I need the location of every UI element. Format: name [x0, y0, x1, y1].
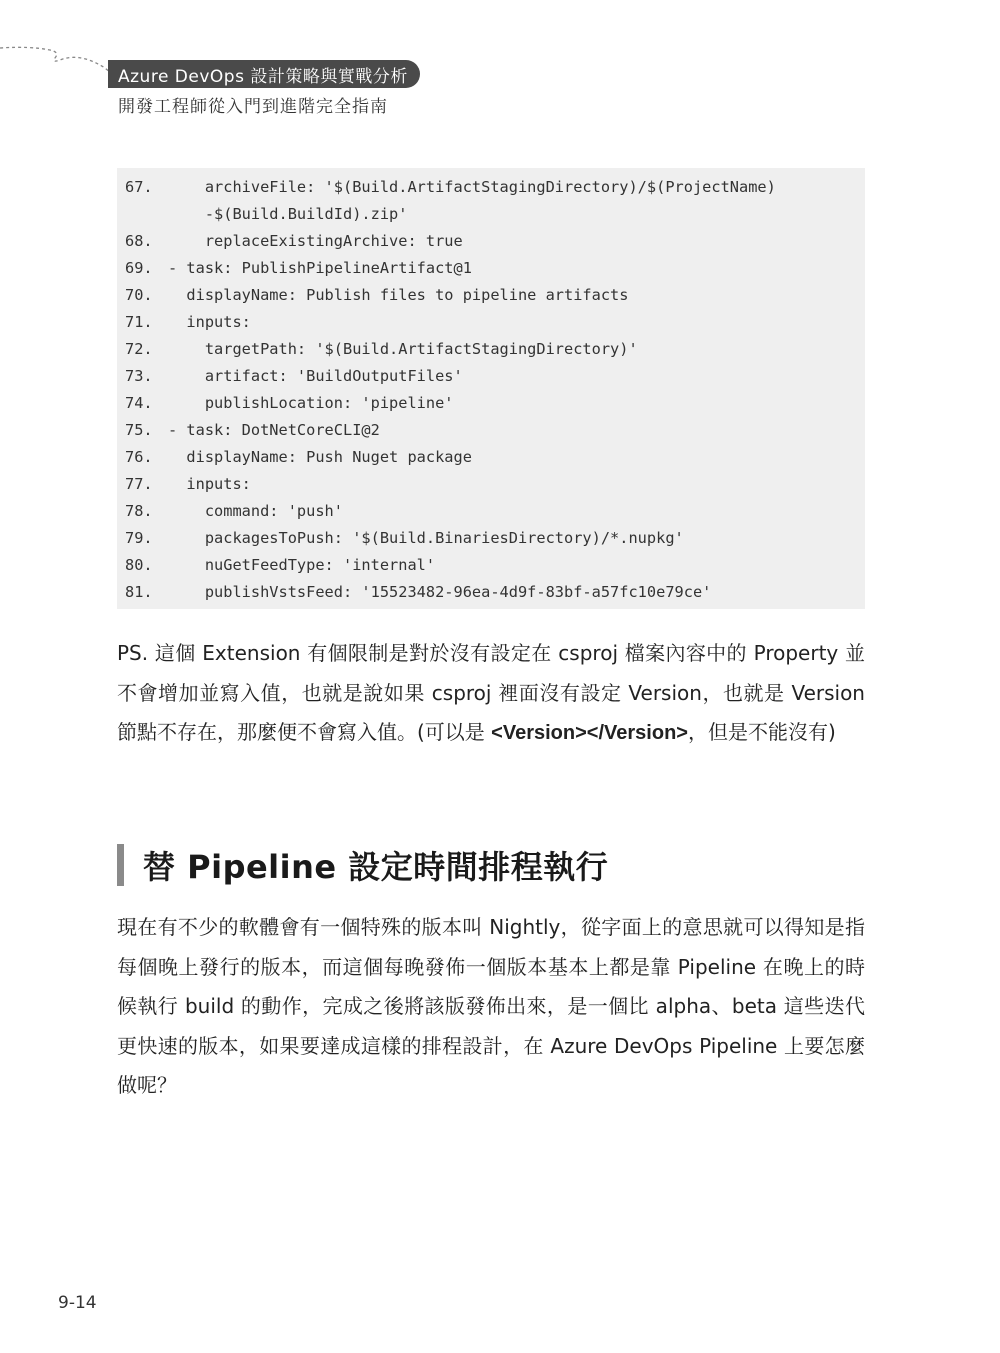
- code-line: [125, 498, 865, 525]
- code-line: [125, 552, 865, 579]
- note-text-after: ，但是不能沒有): [687, 720, 836, 744]
- code-line: [125, 525, 865, 552]
- code-line-number: 71.: [125, 313, 153, 331]
- code-line-text: replaceExistingArchive: true: [168, 232, 463, 250]
- code-line-number: 79.: [125, 529, 153, 547]
- code-line-number: 68.: [125, 232, 153, 250]
- code-line-number: 77.: [125, 475, 153, 493]
- code-line-text: - task: DotNetCoreCLI@2: [168, 421, 380, 439]
- code-listing: [117, 168, 865, 609]
- code-line-number: 75.: [125, 421, 153, 439]
- page-number: 9-14: [58, 1293, 97, 1313]
- code-line-text: publishVstsFeed: '15523482-96ea-4d9f-83bf-a57fc10e79ce': [168, 583, 712, 601]
- code-line-text: inputs:: [168, 313, 251, 331]
- code-line: [125, 336, 865, 363]
- code-line-text: archiveFile: '$(Build.ArtifactStagingDirectory)/$(ProjectName): [168, 178, 776, 196]
- code-line-number: 67.: [125, 178, 153, 196]
- code-line: [125, 201, 865, 228]
- section-title: 替 Pipeline 設定時間排程執行: [143, 848, 609, 886]
- book-title-banner: [108, 60, 420, 88]
- code-line-text: packagesToPush: '$(Build.BinariesDirectory)/*.nupkg': [168, 529, 684, 547]
- code-line-text: displayName: Publish files to pipeline artifacts: [168, 286, 629, 304]
- note-bold-code: <Version></Version>: [491, 722, 688, 744]
- code-line-text: inputs:: [168, 475, 251, 493]
- code-line-number: 72.: [125, 340, 153, 358]
- code-line: [125, 174, 865, 201]
- code-line-text: - task: PublishPipelineArtifact@1: [168, 259, 472, 277]
- code-line: [125, 417, 865, 444]
- code-line-text: displayName: Push Nuget package: [168, 448, 472, 466]
- code-line-text: nuGetFeedType: 'internal': [168, 556, 436, 574]
- code-line-number: 80.: [125, 556, 153, 574]
- code-line-number: 73.: [125, 367, 153, 385]
- code-line-text: publishLocation: 'pipeline': [168, 394, 454, 412]
- code-line-number: 76.: [125, 448, 153, 466]
- code-line-number: 74.: [125, 394, 153, 412]
- code-line-number: 81.: [125, 583, 153, 601]
- code-line-text: command: 'push': [168, 502, 343, 520]
- body-paragraph: 現在有不少的軟體會有一個特殊的版本叫 Nightly，從字面上的意思就可以得知是指每個晚上發行的版本，而這個每晚發佈一個版本基本上都是靠 Pipeline 在晚上的時候執行 build 的動作，完成之後將該版發佈出來，是一個比 alpha、beta 這些迭代更快速的版本，如果要達成這樣的排程設計，在 Azure DevOps Pipeline 上要怎麼做呢？: [117, 915, 865, 1097]
- book-title: Azure DevOps 設計策略與實戰分析: [118, 66, 408, 87]
- section-bar: [117, 844, 124, 886]
- header-decoration: [0, 38, 120, 78]
- code-line: [125, 471, 865, 498]
- code-line: [125, 579, 865, 606]
- code-line-text: -$(Build.BuildId).zip': [168, 205, 408, 223]
- code-line: [125, 228, 865, 255]
- book-subtitle: 開發工程師從入門到進階完全指南: [118, 97, 388, 117]
- code-line: [125, 282, 865, 309]
- code-line: [125, 390, 865, 417]
- code-line-text: artifact: 'BuildOutputFiles': [168, 367, 463, 385]
- code-line-text: targetPath: '$(Build.ArtifactStagingDirectory)': [168, 340, 638, 358]
- code-line: [125, 363, 865, 390]
- code-line-number: 78.: [125, 502, 153, 520]
- note-paragraph: [117, 634, 865, 754]
- code-line: [125, 309, 865, 336]
- code-line-number: 70.: [125, 286, 153, 304]
- code-line-number: 69.: [125, 259, 153, 277]
- note-text-before: PS. 這個 Extension 有個限制是對於沒有設定在 csproj 檔案內容中的 Property 並不會增加並寫入值，也就是說如果 csproj 裡面沒有設定 Version，也就是 Version 節點不存在，那麼便不會寫入值。(可以是: [117, 641, 865, 744]
- code-line: [125, 255, 865, 282]
- section-heading: [117, 843, 608, 887]
- code-line: [125, 444, 865, 471]
